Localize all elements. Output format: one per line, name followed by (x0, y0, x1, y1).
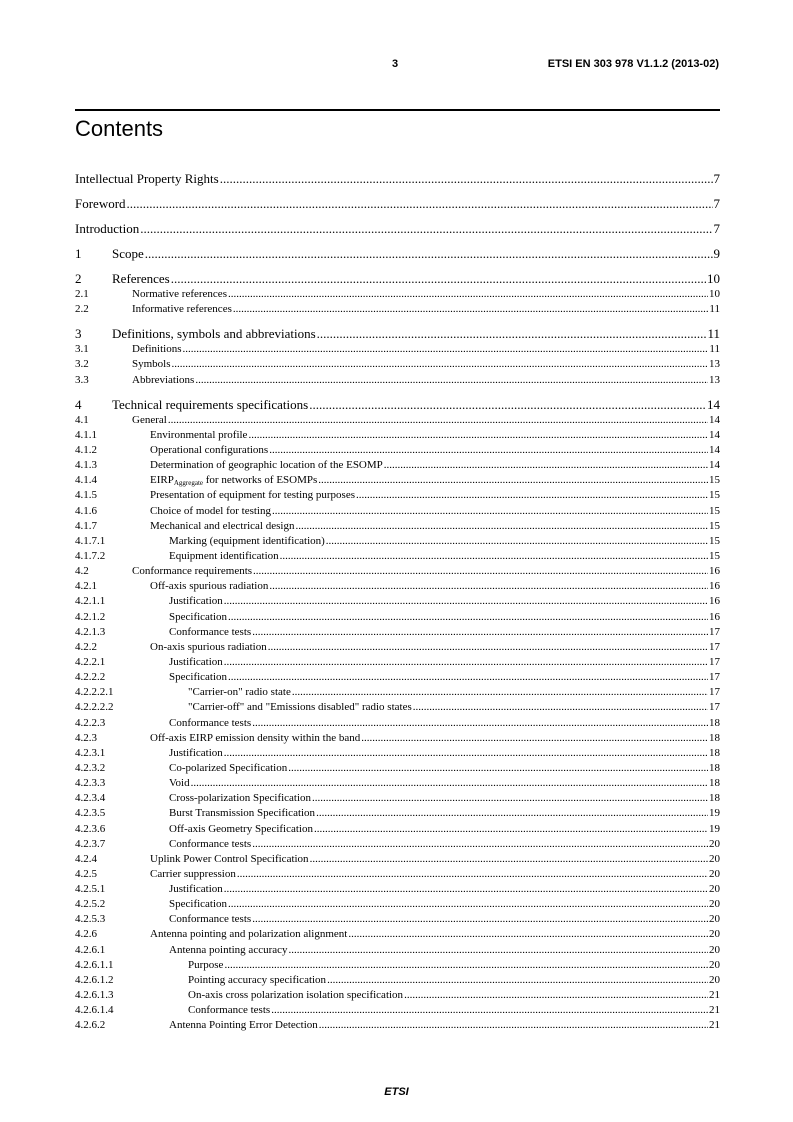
dot-leader (248, 428, 708, 443)
toc-entry-page: 10 (707, 271, 720, 286)
toc-entry-title: References (112, 271, 170, 286)
toc-entry-title: Burst Transmission Specification (169, 807, 316, 820)
dot-leader (237, 867, 708, 882)
toc-entry[interactable]: 4.1.1 Environmental profile ..... 14 (75, 428, 720, 443)
toc-entry-title: Scope (112, 246, 144, 261)
dot-leader (252, 625, 708, 640)
toc-entry[interactable]: 4.2.6.1.3 On-axis cross polarization isolation specification ..... 21 (75, 988, 720, 1003)
toc-entry[interactable]: 3.3 Abbreviations ..... 13 (75, 373, 720, 388)
toc-entry-title: Definitions, symbols and abbreviations (112, 326, 316, 342)
toc-entry-title: Antenna pointing accuracy (169, 943, 288, 956)
toc-entry-page: 15 (709, 519, 720, 532)
toc-entry-page: 16 (709, 580, 720, 593)
dot-leader (228, 897, 708, 912)
toc-entry[interactable]: 4.2.6 Antenna pointing and polarization alignment ..... 20 (75, 927, 720, 942)
dot-leader (224, 746, 708, 761)
toc-entry-title: Technical requirements specifications (112, 396, 309, 412)
dot-leader (309, 397, 706, 413)
toc-entry-page: 21 (709, 1019, 720, 1032)
toc-entry-page: 15 (709, 549, 720, 562)
toc-entry-page: 7 (713, 171, 720, 186)
toc-entry-title: Pointing accuracy specification (188, 973, 327, 986)
dot-leader (228, 610, 708, 625)
dot-leader (310, 852, 708, 867)
toc-entry[interactable]: 4.2.2.2.2 "Carrier-off" and "Emissions disabled" radio states ..... 17 (75, 700, 720, 715)
dot-leader (253, 564, 708, 579)
toc-entry[interactable]: 4.2.3.5 Burst Transmission Specification ..... 19 (75, 806, 720, 821)
toc-entry[interactable]: 2.2 Informative references ..... 11 (75, 302, 720, 317)
toc-entry-title: Symbols (132, 358, 171, 371)
toc-entry-title: "Carrier-on" radio state (188, 686, 291, 699)
toc-entry-title: Conformance tests (169, 625, 252, 638)
toc-entry-title: "Carrier-off" and "Emissions disabled" radio states (188, 701, 412, 714)
toc-entry-title: Determination of geographic location of the ESOMP (150, 459, 383, 472)
toc-entry-number: 3 (75, 326, 82, 342)
toc-entry-page: 18 (709, 731, 720, 744)
dot-leader (195, 373, 708, 388)
toc-entry-page: 15 (709, 534, 720, 547)
footer-etsi: ETSI (384, 1086, 409, 1098)
toc-entry[interactable]: 4.2.3.3 Void ..... 18 (75, 776, 720, 791)
toc-entry-number: 2 (75, 271, 82, 286)
toc-entry-page: 21 (709, 1004, 720, 1017)
toc-entry-title: Specification (169, 610, 228, 623)
dot-leader (404, 988, 708, 1003)
toc-entry-title: Antenna Pointing Error Detection (169, 1019, 318, 1032)
toc-entry-page: 19 (709, 807, 720, 820)
toc-entry-page: 18 (709, 761, 720, 774)
toc-entry-title: Foreword (75, 196, 126, 211)
toc-entry[interactable]: 4.2.5.1 Justification ..... 20 (75, 882, 720, 897)
dot-leader (271, 1003, 708, 1018)
toc-entry-page: 20 (709, 867, 720, 880)
dot-leader (326, 534, 708, 549)
toc-entry-page: 16 (709, 565, 720, 578)
toc-entry-title: Definitions (132, 343, 182, 356)
toc-entry-page: 14 (709, 459, 720, 472)
toc-entry[interactable]: 4.2.5 Carrier suppression ..... 20 (75, 867, 720, 882)
toc-entry[interactable]: 4.2.6.1.2 Pointing accuracy specification ..... 20 (75, 973, 720, 988)
toc-entry-page: 14 (707, 396, 720, 412)
toc-entry-page: 20 (709, 837, 720, 850)
toc-entry-title: Justification (169, 746, 223, 759)
toc-entry[interactable]: 4.2.1.3 Conformance tests ..... 17 (75, 625, 720, 640)
toc-entry-title: On-axis spurious radiation (150, 640, 267, 653)
dot-leader (269, 579, 708, 594)
dot-leader (224, 655, 708, 670)
toc-entry[interactable] (75, 212, 720, 237)
dot-leader (252, 912, 708, 927)
dot-leader (172, 357, 708, 372)
dot-leader (191, 776, 708, 791)
toc-entry-page: 14 (709, 428, 720, 441)
toc-entry[interactable]: 4.2.2.3 Conformance tests ..... 18 (75, 716, 720, 731)
toc-entry-title: Operational configurations (150, 443, 269, 456)
toc-entry[interactable]: 4.1.2 Operational configurations ..... 14 (75, 443, 720, 458)
dot-leader (171, 271, 706, 287)
toc-entry-title: Specification (169, 671, 228, 684)
toc-entry-title: Cross-polarization Specification (169, 792, 312, 805)
toc-entry-page: 17 (709, 640, 720, 653)
toc-entry-page: 20 (709, 852, 720, 865)
toc-entry-page: 7 (713, 196, 720, 211)
dot-leader (233, 302, 709, 317)
toc-entry-page: 16 (709, 595, 720, 608)
toc-entry-page: 10 (709, 288, 720, 300)
toc-entry[interactable]: 4.2.2 On-axis spurious radiation ..... 17 (75, 640, 720, 655)
toc-entry-page: 14 (709, 443, 720, 456)
toc-entry[interactable]: 4.2.1 Off-axis spurious radiation ..... 16 (75, 579, 720, 594)
dot-leader (384, 458, 708, 473)
toc-entry-page: 20 (709, 943, 720, 956)
dot-leader (268, 640, 708, 655)
dot-leader (183, 342, 709, 357)
toc-entry-page: 17 (709, 701, 720, 714)
dot-leader (224, 594, 708, 609)
toc-entry-title: On-axis cross polarization isolation specification (188, 989, 404, 1002)
dot-leader (224, 882, 708, 897)
toc-entry[interactable]: 4.2.2.1 Justification ..... 17 (75, 655, 720, 670)
toc-entry-page: 15 (709, 474, 720, 487)
toc-entry-title: Environmental profile (150, 428, 248, 441)
toc-entry[interactable]: 4.2.6.1.1 Purpose ..... 20 (75, 958, 720, 973)
page-title: Contents (75, 116, 164, 141)
toc-entry-title: Informative references (132, 303, 232, 316)
dot-leader (327, 973, 708, 988)
dot-leader (127, 196, 713, 212)
toc-entry-title: Co-polarized Specification (169, 761, 288, 774)
toc-entry[interactable]: 4.1.7 Mechanical and electrical design ..... 15 (75, 519, 720, 534)
dot-leader (220, 171, 713, 187)
toc-entry-title: Carrier suppression (150, 867, 236, 880)
document-id: ETSI EN 303 978 V1.1.2 (2013-02) (547, 58, 719, 70)
toc-entry[interactable] (75, 237, 720, 262)
toc-entry-page: 19 (709, 822, 720, 835)
page-number: 3 (392, 58, 399, 70)
toc-entry[interactable]: 4.2.6.2 Antenna Pointing Error Detection ..... 21 (75, 1018, 720, 1033)
toc-entry-title: General (132, 413, 167, 426)
toc-entry-title: Purpose (188, 958, 224, 971)
toc-entry-page: 18 (709, 716, 720, 729)
toc-entry-title: Conformance requirements (132, 565, 253, 578)
toc-entry-title: Justification (169, 595, 223, 608)
toc-entry-page: 17 (709, 686, 720, 699)
toc-entry[interactable]: 4.2.3.7 Conformance tests ..... 20 (75, 837, 720, 852)
toc-entry[interactable]: 4.2.2.2 Specification ..... 17 (75, 670, 720, 685)
toc-entry[interactable] (75, 162, 720, 187)
toc-entry[interactable]: 4.2.3.1 Justification ..... 18 (75, 746, 720, 761)
toc-entry-title: Choice of model for testing (150, 504, 271, 517)
table-of-contents (75, 162, 720, 1033)
toc-entry[interactable]: 4.2.3.4 Cross-polarization Specification ..... 18 (75, 791, 720, 806)
toc-entry[interactable]: 4.1.3 Determination of geographic location of the ESOMP ..... 14 (75, 458, 720, 473)
dot-leader (272, 504, 708, 519)
toc-entry[interactable] (75, 388, 720, 413)
dot-leader (316, 806, 708, 821)
toc-entry[interactable]: 4.1.5 Presentation of equipment for testing purposes ..... 15 (75, 488, 720, 503)
dot-leader (413, 700, 708, 715)
dot-leader (348, 927, 708, 942)
toc-entry[interactable]: 4.2.2.2.1 "Carrier-on" radio state ..... 17 (75, 685, 720, 700)
toc-entry-page: 9 (713, 246, 720, 261)
header-rule (75, 109, 720, 111)
toc-entry-page: 17 (709, 625, 720, 638)
dot-leader (228, 287, 708, 302)
toc-entry-title: Mechanical and electrical design (150, 519, 295, 532)
toc-entry-title: Justification (169, 883, 223, 896)
toc-entry-title: Antenna pointing and polarization alignment (150, 928, 348, 941)
toc-entry-page: 17 (709, 655, 720, 668)
dot-leader (252, 716, 708, 731)
dot-leader (319, 1018, 708, 1033)
toc-entry[interactable]: 4.2.6.1.4 Conformance tests ..... 21 (75, 1003, 720, 1018)
toc-entry[interactable]: 4.2.3 Off-axis EIRP emission density within the band ..... 18 (75, 731, 720, 746)
toc-entry-page: 21 (709, 989, 720, 1002)
toc-entry-title: Off-axis spurious radiation (150, 580, 269, 593)
toc-entry-title: Conformance tests (169, 837, 252, 850)
dot-leader (140, 221, 712, 237)
dot-leader (356, 488, 708, 503)
dot-leader (224, 958, 708, 973)
toc-entry-title: Specification (169, 898, 228, 911)
toc-entry-page: 11 (709, 343, 720, 356)
toc-entry-page: 20 (709, 958, 720, 971)
toc-entry-page: 18 (709, 777, 720, 790)
toc-entry[interactable]: 4.1.6 Choice of model for testing ..... 15 (75, 504, 720, 519)
toc-entry-title: Abbreviations (132, 373, 195, 386)
toc-entry[interactable]: 4.1.7.1 Marking (equipment identification) ..... 15 (75, 534, 720, 549)
toc-entry-title: Conformance tests (169, 913, 252, 926)
toc-entry-title: Off-axis EIRP emission density within the band (150, 731, 361, 744)
toc-entry[interactable]: 4.1.4 $EIRP_{Aggregate}$ for networks of ESOMPs ..... 15 (75, 473, 720, 488)
toc-entry-title: Conformance tests (169, 716, 252, 729)
toc-entry-page: 20 (709, 913, 720, 926)
toc-entry[interactable]: 4.2.5.3 Conformance tests ..... 20 (75, 912, 720, 927)
toc-entry-title: Void (169, 777, 190, 790)
toc-entry-page: 20 (709, 883, 720, 896)
toc-entry[interactable]: 4.1 General ..... 14 (75, 413, 720, 428)
dot-leader (314, 822, 708, 837)
toc-entry-page: 16 (709, 610, 720, 623)
toc-entry-title: Justification (169, 655, 223, 668)
toc-entry-title: Off-axis Geometry Specification (169, 822, 313, 835)
toc-entry[interactable]: 4.2.3.2 Co-polarized Specification ..... 18 (75, 761, 720, 776)
dot-leader (252, 837, 708, 852)
toc-entry-page: 15 (709, 504, 720, 517)
toc-entry[interactable]: 4.2.5.2 Specification ..... 20 (75, 897, 720, 912)
toc-entry-title: Marking (equipment identification) (169, 534, 325, 547)
dot-leader (317, 326, 707, 342)
toc-entry[interactable]: 4.2.6.1 Antenna pointing accuracy ..... 20 (75, 943, 720, 958)
dot-leader (361, 731, 708, 746)
toc-entry-page: 18 (709, 746, 720, 759)
dot-leader (228, 670, 708, 685)
dot-leader (288, 761, 708, 776)
toc-entry-title: Normative references (132, 288, 227, 300)
toc-entry-page: 17 (709, 671, 720, 684)
dot-leader (295, 519, 708, 534)
toc-entry-number: 4 (75, 396, 82, 412)
toc-entry-number: 1 (75, 246, 82, 261)
dot-leader (318, 473, 708, 488)
toc-entry-page: 15 (709, 489, 720, 502)
toc-entry-page: 14 (709, 413, 720, 426)
dot-leader (292, 685, 708, 700)
toc-entry[interactable]: 4.2.1.1 Justification ..... 16 (75, 594, 720, 609)
dot-leader (289, 943, 708, 958)
toc-entry[interactable] (75, 262, 720, 287)
toc-entry-page: 20 (709, 973, 720, 986)
toc-entry[interactable]: 4.2.4 Uplink Power Control Specification ..... 20 (75, 852, 720, 867)
toc-entry[interactable]: 2.1 Normative references ..... 10 (75, 287, 720, 302)
dot-leader (280, 549, 708, 564)
toc-entry-title: Conformance tests (188, 1004, 271, 1017)
dot-leader (168, 413, 708, 428)
toc-entry[interactable]: 4.2.1.2 Specification ..... 16 (75, 610, 720, 625)
toc-entry-page: 11 (709, 303, 720, 316)
toc-entry-page: 13 (709, 373, 720, 386)
toc-entry[interactable]: 4.1.7.2 Equipment identification ..... 15 (75, 549, 720, 564)
toc-entry[interactable] (75, 187, 720, 212)
toc-entry-title: $EIRP_{Aggregate}$ for networks of ESOMPs (150, 474, 318, 488)
toc-entry-page: 20 (709, 928, 720, 941)
toc-entry[interactable]: 4.2 Conformance requirements ..... 16 (75, 564, 720, 579)
dot-leader (269, 443, 708, 458)
toc-entry-title: Introduction (75, 221, 140, 236)
toc-entry-page: 7 (713, 221, 720, 236)
toc-entry-page: 11 (707, 326, 720, 342)
toc-entry-page: 18 (709, 792, 720, 805)
toc-entry-page: 20 (709, 898, 720, 911)
toc-entry-title: Uplink Power Control Specification (150, 852, 309, 865)
toc-entry[interactable]: 3.1 Definitions ..... 11 (75, 342, 720, 357)
toc-entry[interactable]: 3.2 Symbols ..... 13 (75, 357, 720, 372)
toc-entry[interactable] (75, 317, 720, 342)
dot-leader (312, 791, 708, 806)
toc-entry-title: Intellectual Property Rights (75, 171, 219, 186)
toc-entry-page: 13 (709, 358, 720, 371)
toc-entry-title: Equipment identification (169, 549, 279, 562)
toc-entry-title: Presentation of equipment for testing purposes (150, 489, 355, 502)
toc-entry[interactable]: 4.2.3.6 Off-axis Geometry Specification ..... 19 (75, 822, 720, 837)
dot-leader (145, 246, 713, 262)
